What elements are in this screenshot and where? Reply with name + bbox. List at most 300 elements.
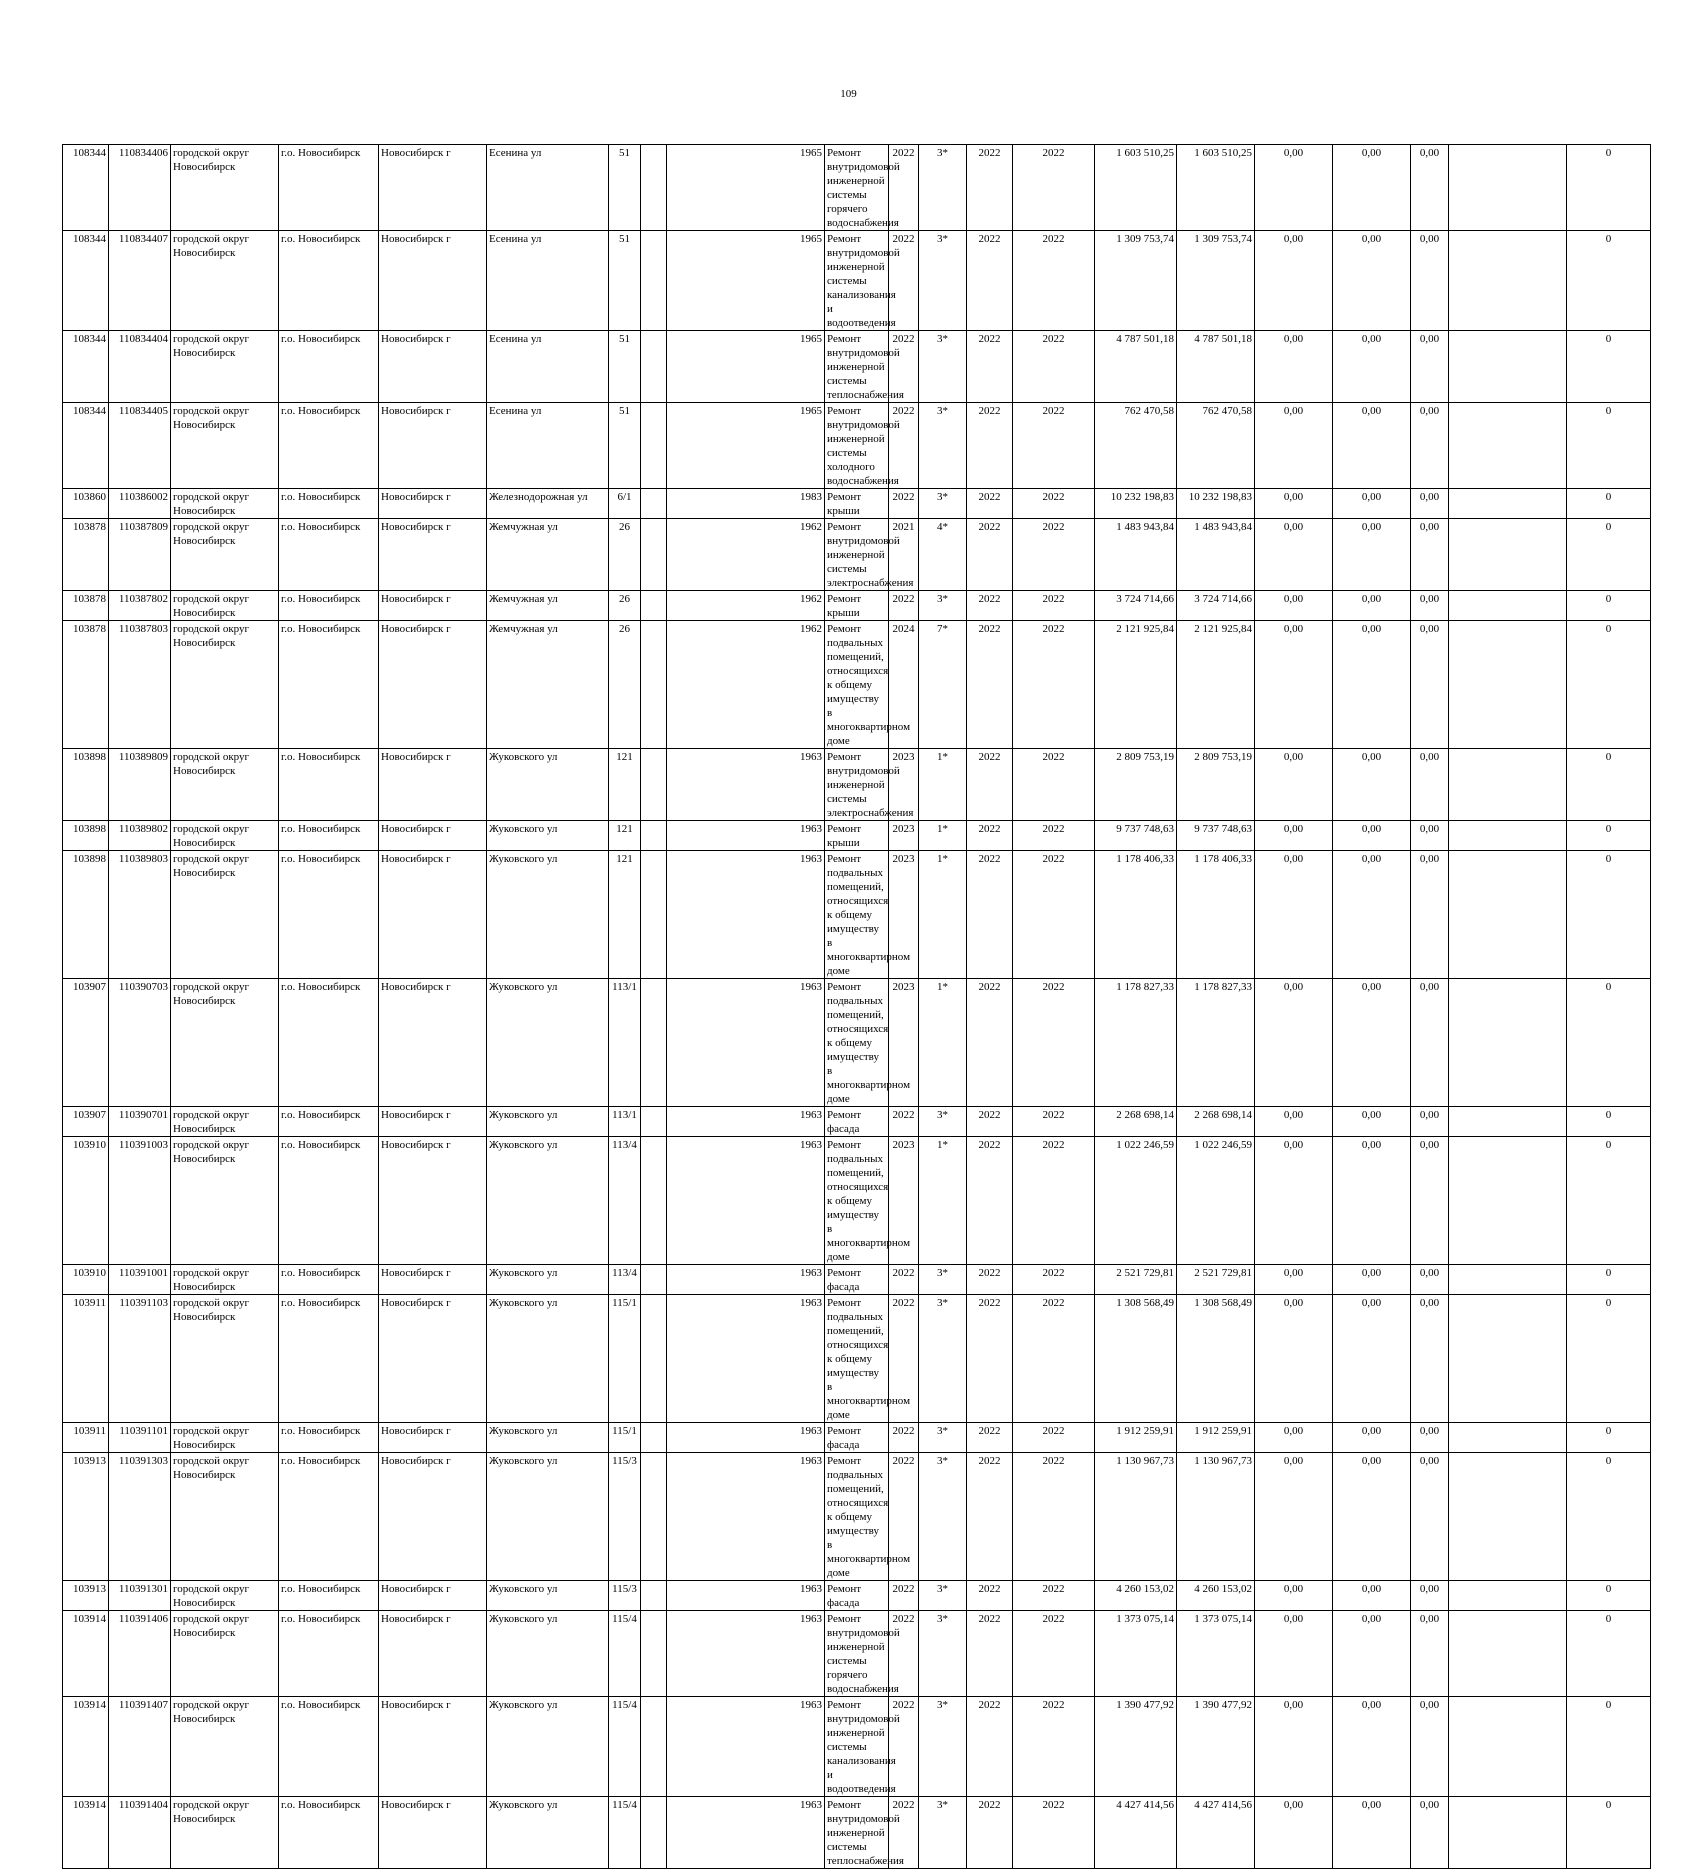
work-type-cell: Ремонт подвальных помещений, относящихся к общему имуществу в многоквартирном доме bbox=[825, 621, 889, 749]
plan-year-cell: 2022 bbox=[889, 1423, 919, 1453]
start-year-cell: 2022 bbox=[967, 1797, 1013, 1869]
plan-year-cell: 2024 bbox=[889, 621, 919, 749]
district-cell: г.о. Новосибирск bbox=[279, 621, 379, 749]
mark-cell: 3* bbox=[919, 231, 967, 331]
municipality-cell: городской округ Новосибирск bbox=[171, 1453, 279, 1581]
cost-cell: 4 260 153,02 bbox=[1095, 1581, 1177, 1611]
end-year-cell: 2022 bbox=[1013, 591, 1095, 621]
capital-repair-register-table bbox=[62, 144, 1651, 1869]
amount-2-cell: 0,00 bbox=[1333, 403, 1411, 489]
record-id-cell: 108344 bbox=[63, 231, 109, 331]
table-row bbox=[63, 821, 1651, 851]
build-year-cell: 1963 bbox=[667, 1797, 825, 1869]
build-year-cell: 1963 bbox=[667, 1423, 825, 1453]
blank-cell bbox=[1449, 621, 1567, 749]
building-extra-cell bbox=[641, 1265, 667, 1295]
amount-3-cell: 0,00 bbox=[1411, 231, 1449, 331]
build-year-cell: 1965 bbox=[667, 231, 825, 331]
building-extra-cell bbox=[641, 1581, 667, 1611]
blank-cell bbox=[1449, 519, 1567, 591]
amount-1-cell: 0,00 bbox=[1255, 1581, 1333, 1611]
plan-year-cell: 2023 bbox=[889, 749, 919, 821]
table-row bbox=[63, 1137, 1651, 1265]
street-cell: Жуковского ул bbox=[487, 749, 609, 821]
plan-year-cell: 2022 bbox=[889, 1581, 919, 1611]
total-cost-cell: 1 390 477,92 bbox=[1177, 1697, 1255, 1797]
record-id-cell: 103914 bbox=[63, 1797, 109, 1869]
total-cost-cell: 762 470,58 bbox=[1177, 403, 1255, 489]
table-row bbox=[63, 1295, 1651, 1423]
building-extra-cell bbox=[641, 489, 667, 519]
house-number-cell: 115/3 bbox=[609, 1581, 641, 1611]
settlement-cell: Новосибирск г bbox=[379, 1265, 487, 1295]
work-code-cell: 110391003 bbox=[109, 1137, 171, 1265]
settlement-cell: Новосибирск г bbox=[379, 331, 487, 403]
amount-2-cell: 0,00 bbox=[1333, 145, 1411, 231]
blank-cell bbox=[1449, 851, 1567, 979]
cost-cell: 762 470,58 bbox=[1095, 403, 1177, 489]
start-year-cell: 2022 bbox=[967, 1581, 1013, 1611]
build-year-cell: 1963 bbox=[667, 821, 825, 851]
amount-3-cell: 0,00 bbox=[1411, 621, 1449, 749]
table-row bbox=[63, 979, 1651, 1107]
start-year-cell: 2022 bbox=[967, 403, 1013, 489]
total-cost-cell: 1 178 827,33 bbox=[1177, 979, 1255, 1107]
building-extra-cell bbox=[641, 851, 667, 979]
plan-year-cell: 2022 bbox=[889, 1611, 919, 1697]
cost-cell: 1 308 568,49 bbox=[1095, 1295, 1177, 1423]
work-type-cell: Ремонт подвальных помещений, относящихся к общему имуществу в многоквартирном доме bbox=[825, 979, 889, 1107]
municipality-cell: городской округ Новосибирск bbox=[171, 1697, 279, 1797]
count-cell: 0 bbox=[1567, 1453, 1651, 1581]
amount-3-cell: 0,00 bbox=[1411, 1697, 1449, 1797]
blank-cell bbox=[1449, 1137, 1567, 1265]
street-cell: Жуковского ул bbox=[487, 1107, 609, 1137]
record-id-cell: 108344 bbox=[63, 331, 109, 403]
build-year-cell: 1963 bbox=[667, 1107, 825, 1137]
total-cost-cell: 9 737 748,63 bbox=[1177, 821, 1255, 851]
blank-cell bbox=[1449, 403, 1567, 489]
blank-cell bbox=[1449, 1423, 1567, 1453]
house-number-cell: 113/1 bbox=[609, 979, 641, 1107]
mark-cell: 3* bbox=[919, 591, 967, 621]
end-year-cell: 2022 bbox=[1013, 851, 1095, 979]
street-cell: Жемчужная ул bbox=[487, 591, 609, 621]
work-code-cell: 110834404 bbox=[109, 331, 171, 403]
work-type-cell: Ремонт внутридомовой инженерной системы электроснабжения bbox=[825, 519, 889, 591]
amount-1-cell: 0,00 bbox=[1255, 489, 1333, 519]
count-cell: 0 bbox=[1567, 979, 1651, 1107]
amount-1-cell: 0,00 bbox=[1255, 1107, 1333, 1137]
end-year-cell: 2022 bbox=[1013, 1611, 1095, 1697]
cost-cell: 4 787 501,18 bbox=[1095, 331, 1177, 403]
total-cost-cell: 1 130 967,73 bbox=[1177, 1453, 1255, 1581]
work-type-cell: Ремонт подвальных помещений, относящихся к общему имуществу в многоквартирном доме bbox=[825, 1453, 889, 1581]
table-row bbox=[63, 1581, 1651, 1611]
amount-1-cell: 0,00 bbox=[1255, 331, 1333, 403]
mark-cell: 3* bbox=[919, 1265, 967, 1295]
street-cell: Жуковского ул bbox=[487, 851, 609, 979]
amount-1-cell: 0,00 bbox=[1255, 851, 1333, 979]
blank-cell bbox=[1449, 331, 1567, 403]
street-cell: Жемчужная ул bbox=[487, 519, 609, 591]
start-year-cell: 2022 bbox=[967, 821, 1013, 851]
table-row bbox=[63, 145, 1651, 231]
amount-2-cell: 0,00 bbox=[1333, 1581, 1411, 1611]
building-extra-cell bbox=[641, 591, 667, 621]
mark-cell: 3* bbox=[919, 489, 967, 519]
settlement-cell: Новосибирск г bbox=[379, 145, 487, 231]
plan-year-cell: 2022 bbox=[889, 489, 919, 519]
district-cell: г.о. Новосибирск bbox=[279, 231, 379, 331]
plan-year-cell: 2022 bbox=[889, 1107, 919, 1137]
amount-3-cell: 0,00 bbox=[1411, 749, 1449, 821]
settlement-cell: Новосибирск г bbox=[379, 851, 487, 979]
house-number-cell: 26 bbox=[609, 621, 641, 749]
district-cell: г.о. Новосибирск bbox=[279, 489, 379, 519]
end-year-cell: 2022 bbox=[1013, 621, 1095, 749]
amount-2-cell: 0,00 bbox=[1333, 1423, 1411, 1453]
count-cell: 0 bbox=[1567, 749, 1651, 821]
start-year-cell: 2022 bbox=[967, 621, 1013, 749]
work-type-cell: Ремонт внутридомовой инженерной системы холодного водоснабжения bbox=[825, 403, 889, 489]
end-year-cell: 2022 bbox=[1013, 231, 1095, 331]
total-cost-cell: 4 260 153,02 bbox=[1177, 1581, 1255, 1611]
amount-2-cell: 0,00 bbox=[1333, 979, 1411, 1107]
total-cost-cell: 1 309 753,74 bbox=[1177, 231, 1255, 331]
amount-1-cell: 0,00 bbox=[1255, 231, 1333, 331]
municipality-cell: городской округ Новосибирск bbox=[171, 1611, 279, 1697]
amount-3-cell: 0,00 bbox=[1411, 821, 1449, 851]
table-row bbox=[63, 851, 1651, 979]
count-cell: 0 bbox=[1567, 1697, 1651, 1797]
mark-cell: 1* bbox=[919, 821, 967, 851]
amount-3-cell: 0,00 bbox=[1411, 1295, 1449, 1423]
mark-cell: 3* bbox=[919, 403, 967, 489]
house-number-cell: 115/4 bbox=[609, 1797, 641, 1869]
settlement-cell: Новосибирск г bbox=[379, 231, 487, 331]
building-extra-cell bbox=[641, 231, 667, 331]
work-type-cell: Ремонт внутридомовой инженерной системы горячего водоснабжения bbox=[825, 145, 889, 231]
end-year-cell: 2022 bbox=[1013, 1697, 1095, 1797]
work-code-cell: 110834407 bbox=[109, 231, 171, 331]
amount-2-cell: 0,00 bbox=[1333, 489, 1411, 519]
end-year-cell: 2022 bbox=[1013, 1265, 1095, 1295]
record-id-cell: 103860 bbox=[63, 489, 109, 519]
municipality-cell: городской округ Новосибирск bbox=[171, 851, 279, 979]
amount-3-cell: 0,00 bbox=[1411, 1453, 1449, 1581]
mark-cell: 1* bbox=[919, 749, 967, 821]
building-extra-cell bbox=[641, 1453, 667, 1581]
settlement-cell: Новосибирск г bbox=[379, 821, 487, 851]
plan-year-cell: 2022 bbox=[889, 403, 919, 489]
cost-cell: 2 809 753,19 bbox=[1095, 749, 1177, 821]
work-code-cell: 110390703 bbox=[109, 979, 171, 1107]
district-cell: г.о. Новосибирск bbox=[279, 1581, 379, 1611]
house-number-cell: 121 bbox=[609, 821, 641, 851]
plan-year-cell: 2021 bbox=[889, 519, 919, 591]
amount-2-cell: 0,00 bbox=[1333, 1265, 1411, 1295]
end-year-cell: 2022 bbox=[1013, 331, 1095, 403]
build-year-cell: 1963 bbox=[667, 1295, 825, 1423]
house-number-cell: 113/4 bbox=[609, 1265, 641, 1295]
plan-year-cell: 2022 bbox=[889, 145, 919, 231]
mark-cell: 1* bbox=[919, 979, 967, 1107]
work-code-cell: 110391406 bbox=[109, 1611, 171, 1697]
count-cell: 0 bbox=[1567, 851, 1651, 979]
plan-year-cell: 2023 bbox=[889, 1137, 919, 1265]
street-cell: Есенина ул bbox=[487, 331, 609, 403]
build-year-cell: 1963 bbox=[667, 1611, 825, 1697]
work-type-cell: Ремонт крыши bbox=[825, 821, 889, 851]
district-cell: г.о. Новосибирск bbox=[279, 1137, 379, 1265]
district-cell: г.о. Новосибирск bbox=[279, 519, 379, 591]
record-id-cell: 103878 bbox=[63, 621, 109, 749]
build-year-cell: 1965 bbox=[667, 403, 825, 489]
plan-year-cell: 2022 bbox=[889, 1265, 919, 1295]
total-cost-cell: 4 787 501,18 bbox=[1177, 331, 1255, 403]
amount-1-cell: 0,00 bbox=[1255, 1137, 1333, 1265]
district-cell: г.о. Новосибирск bbox=[279, 851, 379, 979]
district-cell: г.о. Новосибирск bbox=[279, 145, 379, 231]
work-type-cell: Ремонт подвальных помещений, относящихся к общему имуществу в многоквартирном доме bbox=[825, 1137, 889, 1265]
house-number-cell: 113/1 bbox=[609, 1107, 641, 1137]
amount-3-cell: 0,00 bbox=[1411, 1611, 1449, 1697]
mark-cell: 4* bbox=[919, 519, 967, 591]
amount-2-cell: 0,00 bbox=[1333, 1797, 1411, 1869]
plan-year-cell: 2023 bbox=[889, 851, 919, 979]
cost-cell: 4 427 414,56 bbox=[1095, 1797, 1177, 1869]
municipality-cell: городской округ Новосибирск bbox=[171, 145, 279, 231]
work-type-cell: Ремонт внутридомовой инженерной системы электроснабжения bbox=[825, 749, 889, 821]
start-year-cell: 2022 bbox=[967, 1265, 1013, 1295]
settlement-cell: Новосибирск г bbox=[379, 621, 487, 749]
total-cost-cell: 2 809 753,19 bbox=[1177, 749, 1255, 821]
start-year-cell: 2022 bbox=[967, 1295, 1013, 1423]
district-cell: г.о. Новосибирск bbox=[279, 1423, 379, 1453]
amount-3-cell: 0,00 bbox=[1411, 489, 1449, 519]
count-cell: 0 bbox=[1567, 1137, 1651, 1265]
end-year-cell: 2022 bbox=[1013, 749, 1095, 821]
cost-cell: 2 121 925,84 bbox=[1095, 621, 1177, 749]
cost-cell: 3 724 714,66 bbox=[1095, 591, 1177, 621]
work-code-cell: 110391001 bbox=[109, 1265, 171, 1295]
work-type-cell: Ремонт внутридомовой инженерной системы канализования и водоотведения bbox=[825, 1697, 889, 1797]
work-code-cell: 110391301 bbox=[109, 1581, 171, 1611]
start-year-cell: 2022 bbox=[967, 489, 1013, 519]
table-row bbox=[63, 519, 1651, 591]
cost-cell: 1 309 753,74 bbox=[1095, 231, 1177, 331]
amount-1-cell: 0,00 bbox=[1255, 591, 1333, 621]
count-cell: 0 bbox=[1567, 1295, 1651, 1423]
record-id-cell: 108344 bbox=[63, 403, 109, 489]
house-number-cell: 121 bbox=[609, 749, 641, 821]
amount-2-cell: 0,00 bbox=[1333, 621, 1411, 749]
blank-cell bbox=[1449, 489, 1567, 519]
building-extra-cell bbox=[641, 403, 667, 489]
table-row bbox=[63, 749, 1651, 821]
count-cell: 0 bbox=[1567, 1423, 1651, 1453]
building-extra-cell bbox=[641, 749, 667, 821]
end-year-cell: 2022 bbox=[1013, 1797, 1095, 1869]
total-cost-cell: 1 483 943,84 bbox=[1177, 519, 1255, 591]
record-id-cell: 103911 bbox=[63, 1295, 109, 1423]
plan-year-cell: 2022 bbox=[889, 1797, 919, 1869]
table-row bbox=[63, 1797, 1651, 1869]
end-year-cell: 2022 bbox=[1013, 489, 1095, 519]
total-cost-cell: 2 268 698,14 bbox=[1177, 1107, 1255, 1137]
amount-3-cell: 0,00 bbox=[1411, 851, 1449, 979]
record-id-cell: 108344 bbox=[63, 145, 109, 231]
end-year-cell: 2022 bbox=[1013, 1423, 1095, 1453]
settlement-cell: Новосибирск г bbox=[379, 403, 487, 489]
amount-1-cell: 0,00 bbox=[1255, 1453, 1333, 1581]
work-code-cell: 110386002 bbox=[109, 489, 171, 519]
municipality-cell: городской округ Новосибирск bbox=[171, 1265, 279, 1295]
cost-cell: 1 390 477,92 bbox=[1095, 1697, 1177, 1797]
amount-1-cell: 0,00 bbox=[1255, 821, 1333, 851]
house-number-cell: 115/4 bbox=[609, 1697, 641, 1797]
work-code-cell: 110391101 bbox=[109, 1423, 171, 1453]
record-id-cell: 103910 bbox=[63, 1265, 109, 1295]
work-code-cell: 110387803 bbox=[109, 621, 171, 749]
cost-cell: 1 130 967,73 bbox=[1095, 1453, 1177, 1581]
settlement-cell: Новосибирск г bbox=[379, 1107, 487, 1137]
amount-1-cell: 0,00 bbox=[1255, 1697, 1333, 1797]
end-year-cell: 2022 bbox=[1013, 979, 1095, 1107]
house-number-cell: 121 bbox=[609, 851, 641, 979]
blank-cell bbox=[1449, 979, 1567, 1107]
settlement-cell: Новосибирск г bbox=[379, 749, 487, 821]
total-cost-cell: 2 121 925,84 bbox=[1177, 621, 1255, 749]
house-number-cell: 115/4 bbox=[609, 1611, 641, 1697]
mark-cell: 3* bbox=[919, 1581, 967, 1611]
table-row bbox=[63, 1265, 1651, 1295]
start-year-cell: 2022 bbox=[967, 1611, 1013, 1697]
build-year-cell: 1963 bbox=[667, 1137, 825, 1265]
blank-cell bbox=[1449, 1107, 1567, 1137]
house-number-cell: 26 bbox=[609, 519, 641, 591]
total-cost-cell: 1 178 406,33 bbox=[1177, 851, 1255, 979]
street-cell: Жуковского ул bbox=[487, 979, 609, 1107]
amount-2-cell: 0,00 bbox=[1333, 749, 1411, 821]
amount-2-cell: 0,00 bbox=[1333, 1295, 1411, 1423]
mark-cell: 3* bbox=[919, 331, 967, 403]
district-cell: г.о. Новосибирск bbox=[279, 1265, 379, 1295]
municipality-cell: городской округ Новосибирск bbox=[171, 621, 279, 749]
mark-cell: 3* bbox=[919, 1797, 967, 1869]
blank-cell bbox=[1449, 1295, 1567, 1423]
amount-2-cell: 0,00 bbox=[1333, 331, 1411, 403]
house-number-cell: 115/1 bbox=[609, 1295, 641, 1423]
amount-3-cell: 0,00 bbox=[1411, 979, 1449, 1107]
total-cost-cell: 1 603 510,25 bbox=[1177, 145, 1255, 231]
amount-1-cell: 0,00 bbox=[1255, 519, 1333, 591]
record-id-cell: 103914 bbox=[63, 1697, 109, 1797]
amount-1-cell: 0,00 bbox=[1255, 1797, 1333, 1869]
cost-cell: 1 178 406,33 bbox=[1095, 851, 1177, 979]
work-type-cell: Ремонт внутридомовой инженерной системы канализования и водоотведения bbox=[825, 231, 889, 331]
work-type-cell: Ремонт фасада bbox=[825, 1265, 889, 1295]
amount-1-cell: 0,00 bbox=[1255, 1295, 1333, 1423]
street-cell: Жуковского ул bbox=[487, 1797, 609, 1869]
end-year-cell: 2022 bbox=[1013, 1295, 1095, 1423]
mark-cell: 3* bbox=[919, 1423, 967, 1453]
end-year-cell: 2022 bbox=[1013, 519, 1095, 591]
amount-3-cell: 0,00 bbox=[1411, 331, 1449, 403]
build-year-cell: 1963 bbox=[667, 1697, 825, 1797]
build-year-cell: 1963 bbox=[667, 851, 825, 979]
start-year-cell: 2022 bbox=[967, 851, 1013, 979]
street-cell: Жуковского ул bbox=[487, 1697, 609, 1797]
table-row bbox=[63, 621, 1651, 749]
table-row bbox=[63, 1697, 1651, 1797]
work-type-cell: Ремонт внутридомовой инженерной системы горячего водоснабжения bbox=[825, 1611, 889, 1697]
start-year-cell: 2022 bbox=[967, 519, 1013, 591]
table-row bbox=[63, 1423, 1651, 1453]
plan-year-cell: 2022 bbox=[889, 591, 919, 621]
municipality-cell: городской округ Новосибирск bbox=[171, 979, 279, 1107]
record-id-cell: 103878 bbox=[63, 519, 109, 591]
work-code-cell: 110391103 bbox=[109, 1295, 171, 1423]
total-cost-cell: 1 373 075,14 bbox=[1177, 1611, 1255, 1697]
amount-3-cell: 0,00 bbox=[1411, 1107, 1449, 1137]
record-id-cell: 103913 bbox=[63, 1453, 109, 1581]
record-id-cell: 103898 bbox=[63, 749, 109, 821]
house-number-cell: 115/1 bbox=[609, 1423, 641, 1453]
cost-cell: 1 022 246,59 bbox=[1095, 1137, 1177, 1265]
amount-1-cell: 0,00 bbox=[1255, 145, 1333, 231]
start-year-cell: 2022 bbox=[967, 145, 1013, 231]
building-extra-cell bbox=[641, 1137, 667, 1265]
mark-cell: 3* bbox=[919, 1697, 967, 1797]
record-id-cell: 103878 bbox=[63, 591, 109, 621]
plan-year-cell: 2022 bbox=[889, 1453, 919, 1581]
plan-year-cell: 2023 bbox=[889, 821, 919, 851]
municipality-cell: городской округ Новосибирск bbox=[171, 1295, 279, 1423]
start-year-cell: 2022 bbox=[967, 1137, 1013, 1265]
amount-1-cell: 0,00 bbox=[1255, 1423, 1333, 1453]
amount-3-cell: 0,00 bbox=[1411, 1797, 1449, 1869]
amount-2-cell: 0,00 bbox=[1333, 1453, 1411, 1581]
municipality-cell: городской округ Новосибирск bbox=[171, 1797, 279, 1869]
cost-cell: 1 603 510,25 bbox=[1095, 145, 1177, 231]
build-year-cell: 1962 bbox=[667, 621, 825, 749]
amount-1-cell: 0,00 bbox=[1255, 1611, 1333, 1697]
district-cell: г.о. Новосибирск bbox=[279, 331, 379, 403]
settlement-cell: Новосибирск г bbox=[379, 1137, 487, 1265]
plan-year-cell: 2022 bbox=[889, 1697, 919, 1797]
work-code-cell: 110834406 bbox=[109, 145, 171, 231]
build-year-cell: 1963 bbox=[667, 1265, 825, 1295]
settlement-cell: Новосибирск г bbox=[379, 1581, 487, 1611]
district-cell: г.о. Новосибирск bbox=[279, 979, 379, 1107]
work-type-cell: Ремонт внутридомовой инженерной системы теплоснабжения bbox=[825, 331, 889, 403]
work-type-cell: Ремонт внутридомовой инженерной системы теплоснабжения bbox=[825, 1797, 889, 1869]
count-cell: 0 bbox=[1567, 519, 1651, 591]
house-number-cell: 51 bbox=[609, 145, 641, 231]
building-extra-cell bbox=[641, 1295, 667, 1423]
work-code-cell: 110389803 bbox=[109, 851, 171, 979]
amount-2-cell: 0,00 bbox=[1333, 591, 1411, 621]
count-cell: 0 bbox=[1567, 1611, 1651, 1697]
amount-3-cell: 0,00 bbox=[1411, 1137, 1449, 1265]
house-number-cell: 6/1 bbox=[609, 489, 641, 519]
count-cell: 0 bbox=[1567, 145, 1651, 231]
district-cell: г.о. Новосибирск bbox=[279, 1295, 379, 1423]
building-extra-cell bbox=[641, 331, 667, 403]
settlement-cell: Новосибирск г bbox=[379, 1295, 487, 1423]
